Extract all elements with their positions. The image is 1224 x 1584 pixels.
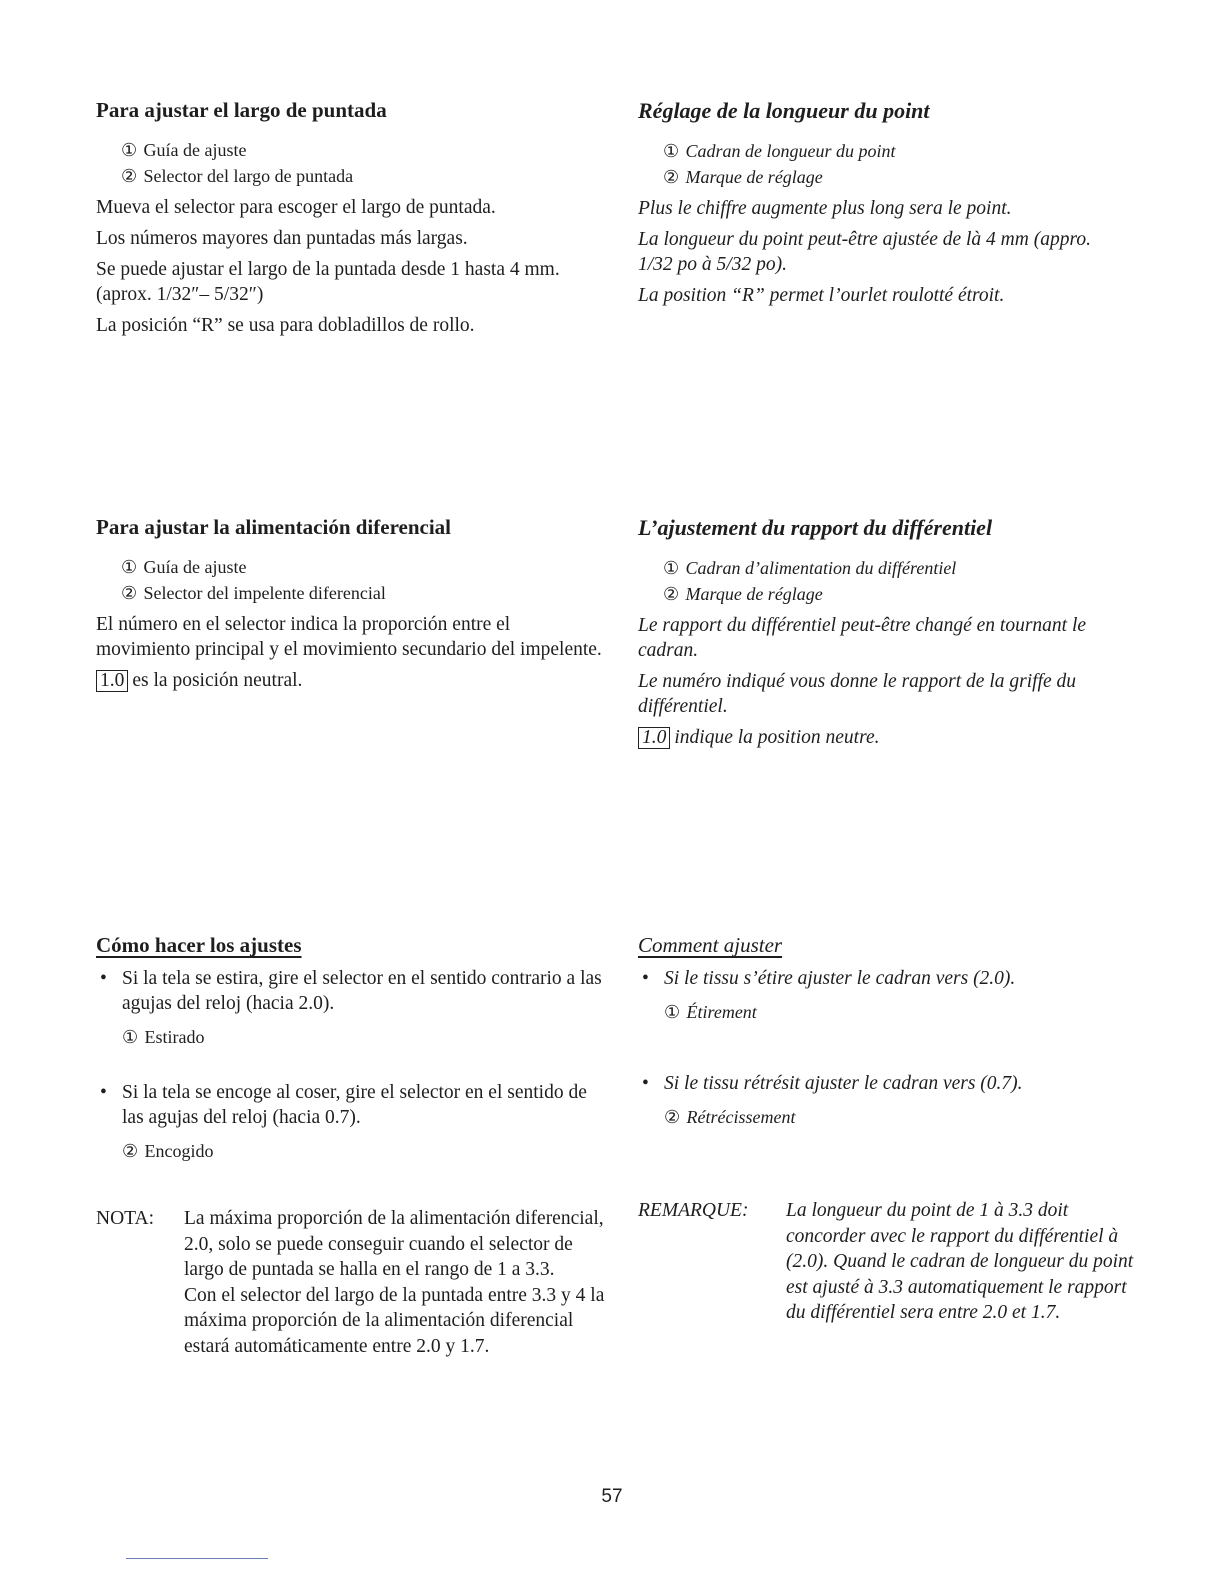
list-item: • Si la tela se encoge al coser, gire el selector en el sentido de las agujas del reloj (hacia 0.7). ② Encogido: [96, 1080, 608, 1164]
paragraph: Los números mayores dan puntadas más largas.: [96, 228, 468, 249]
note-line: Con el selector del largo de la puntada entre 3.3 y 4 la máxima proporción de la alimentación diferencial estará automáticamente entre 2.0 y 1.7.: [184, 1284, 605, 1357]
legend-item: ② Marque de réglage: [663, 167, 823, 187]
note-body: [184, 1206, 608, 1359]
legend-item: ① Guía de ajuste: [121, 557, 247, 577]
note-body: La longueur du point de 1 à 3.3 doit concorder avec le rapport du différentiel à (2.0). Quand le cadran de longueur du point est ajusté à 3.3 automatiquement le rapport du différentiel sera entre 2.0 et 1.7.: [786, 1200, 1134, 1323]
legend-item: ① Guía de ajuste: [121, 140, 247, 160]
stitch-length-fr-section: [638, 98, 1158, 314]
sub-note: ② Rétrécissement: [664, 1107, 796, 1127]
section-heading: Réglage de la longueur du point: [638, 98, 930, 123]
legend: [96, 554, 616, 606]
note-block: [638, 1198, 1158, 1326]
note-block: [96, 1206, 616, 1359]
section-heading: Para ajustar la alimentación diferencial: [96, 515, 452, 539]
legend-item: ① Cadran d’alimentation du différentiel: [663, 558, 957, 578]
list-item: • Si le tissu rétrésit ajuster le cadran vers (0.7). ② Rétrécissement: [638, 1071, 1158, 1130]
adjustments-es-section: [96, 933, 616, 1359]
legend: [638, 555, 1158, 607]
paragraph: Le numéro indiqué vous donne le rapport de la griffe du différentiel.: [638, 671, 1076, 717]
paragraph: La longueur du point peut-être ajustée de là 4 mm (appro. 1/32 po à 5/32 po).: [638, 229, 1091, 275]
section-heading: Para ajustar el largo de puntada: [96, 98, 387, 122]
footer-divider: [126, 1558, 268, 1559]
bullet-dot: •: [642, 1073, 649, 1094]
sub-note: ① Étirement: [664, 1002, 757, 1022]
stitch-length-es-section: [96, 98, 616, 344]
legend-item: ② Selector del largo de puntada: [121, 166, 354, 186]
paragraph: La position “R” permet l’ourlet roulotté étroit.: [638, 285, 1005, 306]
legend: [96, 137, 616, 189]
bullet-dot: •: [642, 968, 649, 989]
section-heading: L’ajustement du rapport du différentiel: [638, 515, 993, 540]
page-number: 57: [601, 1486, 623, 1507]
note-label: NOTA:: [96, 1208, 155, 1229]
bullet-dot: •: [100, 968, 107, 989]
paragraph: Mueva el selector para escoger el largo de puntada.: [96, 197, 496, 218]
differential-fr-section: [638, 515, 1158, 756]
paragraph: La posición “R” se usa para dobladillos de rollo.: [96, 315, 475, 336]
sub-note: ② Encogido: [122, 1141, 214, 1161]
section-heading: Comment ajuster: [638, 933, 783, 957]
legend: [638, 138, 1158, 190]
legend-item: ② Selector del impelente diferencial: [121, 583, 386, 603]
neutral-value-box: 1.0: [638, 727, 670, 749]
legend-item: ② Marque de réglage: [663, 584, 823, 604]
note-line: La máxima proporción de la alimentación diferencial, 2.0, solo se puede conseguir cuando el selector de largo de puntada se halla en el rango de 1 a 3.3.: [184, 1208, 604, 1280]
legend-item: ① Cadran de longueur du point: [663, 141, 896, 161]
paragraph: Le rapport du différentiel peut-être changé en tournant le cadran.: [638, 615, 1087, 661]
neutral-line: 1.0 es la posición neutral.: [96, 668, 616, 693]
list-item: • Si la tela se estira, gire el selector en el sentido contrario a las agujas del reloj (hacia 2.0). ① Estirado: [96, 966, 608, 1050]
neutral-value-box: 1.0: [96, 670, 128, 692]
list-item: • Si le tissu s’étire ajuster le cadran vers (2.0). ① Étirement: [638, 966, 1158, 1025]
bullet-dot: •: [100, 1082, 107, 1103]
differential-es-section: [96, 515, 616, 699]
sub-note: ① Estirado: [122, 1027, 205, 1047]
paragraph: El número en el selector indica la proporción entre el movimiento principal y el movimiento secundario del impelente.: [96, 614, 602, 660]
adjustments-fr-section: [638, 933, 1158, 1326]
neutral-line: 1.0 indique la position neutre.: [638, 725, 1158, 750]
note-label: REMARQUE:: [638, 1200, 749, 1221]
paragraph: Plus le chiffre augmente plus long sera le point.: [638, 198, 1012, 219]
section-heading: Cómo hacer los ajustes: [96, 933, 302, 957]
paragraph: Se puede ajustar el largo de la puntada desde 1 hasta 4 mm. (aprox. 1/32″– 5/32″): [96, 259, 560, 305]
